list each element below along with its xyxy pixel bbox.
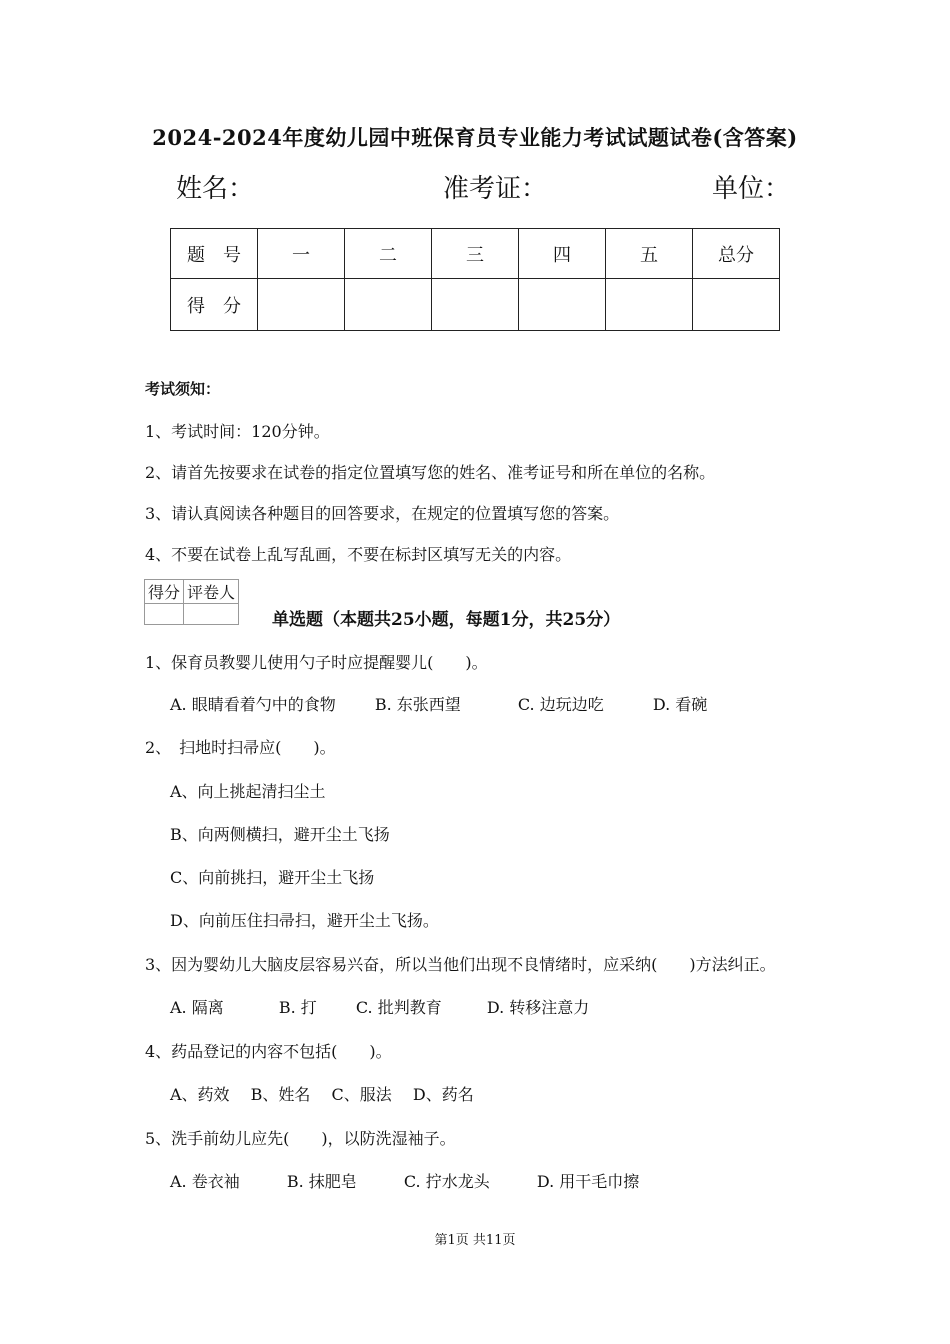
score-cell[interactable] — [693, 279, 780, 331]
option[interactable]: B. 东张西望 — [374, 695, 461, 714]
option[interactable]: A. 眼睛看着勺中的食物 — [170, 695, 336, 714]
option[interactable]: B、姓名 — [250, 1085, 311, 1104]
option[interactable]: C、向前挑扫，避开尘土飞扬 — [170, 868, 375, 887]
score-cell[interactable] — [258, 279, 345, 331]
score-table-score-label: 得 分 — [171, 279, 258, 331]
question-options-row — [170, 995, 589, 1018]
option[interactable]: B. 抹肥皂 — [286, 1172, 357, 1191]
grader-reviewer-label: 评卷人 — [184, 580, 239, 604]
notes-item: 1、考试时间：120分钟。 — [145, 422, 330, 441]
score-cell[interactable] — [606, 279, 693, 331]
score-table-col-3: 三 — [432, 229, 519, 279]
option[interactable]: C. 拧水龙头 — [403, 1172, 490, 1191]
option[interactable]: D. 转移注意力 — [486, 998, 590, 1017]
option[interactable]: D、向前压住扫帚扫，避开尘土飞扬。 — [170, 911, 439, 930]
page-footer: 第1页 共11页 — [434, 1233, 516, 1248]
name-field-label[interactable]: 姓名： — [176, 174, 255, 204]
score-table-col-4: 四 — [519, 229, 606, 279]
question-options-row — [170, 692, 707, 715]
question-options-row — [170, 1169, 639, 1192]
question-stem: 5、洗手前幼儿应先( )，以防洗湿袖子。 — [145, 1129, 456, 1148]
option[interactable]: A. 隔离 — [170, 998, 224, 1017]
score-table-col-5: 五 — [606, 229, 693, 279]
option[interactable]: A. 卷衣袖 — [170, 1172, 240, 1191]
notes-item: 4、不要在试卷上乱写乱画，不要在标封区填写无关的内容。 — [145, 545, 572, 564]
question-stem: 4、药品登记的内容不包括( )。 — [145, 1042, 392, 1061]
question-stem: 2、 扫地时扫帚应( )。 — [145, 738, 336, 757]
score-table-score-row — [171, 279, 780, 331]
score-cell[interactable] — [432, 279, 519, 331]
notes-item: 2、请首先按要求在试卷的指定位置填写您的姓名、准考证号和所在单位的名称。 — [145, 463, 716, 482]
option[interactable]: C. 批判教育 — [355, 998, 442, 1017]
score-table-col-total: 总分 — [693, 229, 780, 279]
option[interactable]: B. 打 — [278, 998, 317, 1017]
exam-id-field-label[interactable]: 准考证： — [443, 174, 548, 204]
option[interactable]: A、向上挑起清扫尘土 — [170, 782, 326, 801]
question-stem: 3、因为婴幼儿大脑皮层容易兴奋，所以当他们出现不良情绪时，应采纳( )方法纠正。 — [145, 955, 776, 974]
question-stem: 1、保育员教婴儿使用勺子时应提醒婴儿( )。 — [145, 653, 488, 672]
score-table-col-1: 一 — [258, 229, 345, 279]
option[interactable]: C. 边玩边吃 — [517, 695, 604, 714]
score-table-header-row — [171, 229, 780, 279]
score-table-header-label: 题 号 — [171, 229, 258, 279]
section-title: 单选题（本题共25小题，每题1分，共25分） — [272, 610, 621, 630]
question-options-row — [170, 1082, 474, 1105]
grader-score-cell[interactable] — [145, 604, 184, 625]
option[interactable]: D. 用干毛巾擦 — [536, 1172, 640, 1191]
grader-reviewer-cell[interactable] — [184, 604, 239, 625]
option[interactable]: D. 看碗 — [652, 695, 708, 714]
notes-title: 考试须知： — [145, 380, 221, 398]
option[interactable]: A、药效 — [170, 1085, 230, 1104]
score-table — [170, 228, 780, 331]
score-cell[interactable] — [519, 279, 606, 331]
score-table-col-2: 二 — [345, 229, 432, 279]
grader-table — [144, 579, 239, 625]
unit-field-label[interactable]: 单位： — [712, 174, 791, 204]
option[interactable]: C、服法 — [331, 1085, 392, 1104]
score-cell[interactable] — [345, 279, 432, 331]
option[interactable]: B、向两侧横扫，避开尘土飞扬 — [170, 825, 390, 844]
option[interactable]: D、药名 — [412, 1085, 474, 1104]
page-title: 2024-2024年度幼儿园中班保育员专业能力考试试题试卷(含答案) — [152, 125, 798, 150]
notes-item: 3、请认真阅读各种题目的回答要求，在规定的位置填写您的答案。 — [145, 504, 620, 523]
grader-score-label: 得分 — [145, 580, 184, 604]
